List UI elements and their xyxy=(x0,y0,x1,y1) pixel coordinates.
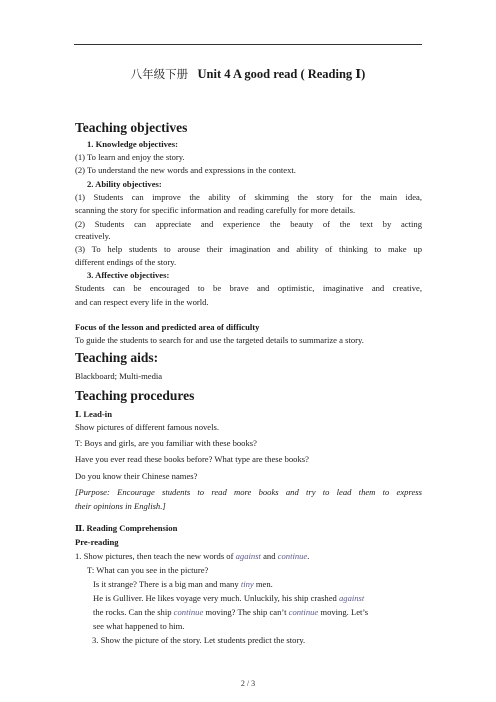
word-against: against xyxy=(235,551,261,561)
pre-reading-heading: Pre-reading xyxy=(75,537,119,547)
title-chinese: 八年级下册 xyxy=(130,67,189,81)
gulliver-line-1 xyxy=(93,592,422,604)
gulliver-2-text-c: moving. Let’s xyxy=(318,607,369,617)
word-against-2: against xyxy=(338,593,365,603)
leadin-title: Ⅰ. Lead-in xyxy=(75,409,112,419)
step-1-text-c: . xyxy=(307,551,310,561)
question-text-a: Is it strange? There is a big man and many xyxy=(93,579,241,589)
gulliver-line-3: see what happened to him. xyxy=(93,621,185,631)
gulliver-line-2 xyxy=(93,606,422,618)
page-number: 2 / 3 xyxy=(240,679,256,688)
page-title xyxy=(74,66,422,82)
affective-1b: and can respect every life in the world. xyxy=(75,297,209,307)
affective-1a: Students can be encouraged to be brave and optimistic, imaginative and creative, xyxy=(75,283,422,293)
word-continue-3: continue xyxy=(288,607,319,617)
header-rule xyxy=(74,44,422,45)
leadin-line-2: T: Boys and girls, are you familiar with these books? xyxy=(75,438,257,448)
affective-title: 3. Affective objectives: xyxy=(87,270,170,280)
step-1-text-a: 1. Show pictures, then teach the new words of xyxy=(75,551,236,561)
ability-2b: creatively. xyxy=(75,231,111,241)
gulliver-2-text-b: moving? The ship can’t xyxy=(203,607,289,617)
focus-heading: Focus of the lesson and predicted area of difficulty xyxy=(75,322,260,332)
aids-text: Blackboard; Multi-media xyxy=(75,371,163,381)
gulliver-1-text: He is Gulliver. He likes voyage very much. Unluckily, his ship crashed xyxy=(93,593,339,603)
step-3: 3. Show the picture of the story. Let students predict the story. xyxy=(92,635,306,645)
ability-title: 2. Ability objectives: xyxy=(87,179,162,189)
ability-1a: (1) Students can improve the ability of skimming the story for the main idea, xyxy=(75,192,422,202)
procedures-heading: Teaching procedures xyxy=(75,388,195,403)
title-english: Unit 4 A good read ( Reading Ⅰ) xyxy=(197,67,366,81)
reading-title: Ⅱ. Reading Comprehension xyxy=(75,523,178,533)
leadin-line-1: Show pictures of different famous novels. xyxy=(75,422,219,432)
objectives-heading: Teaching objectives xyxy=(75,120,188,135)
teacher-line: T: What can you see in the picture? xyxy=(87,565,209,575)
word-continue: continue xyxy=(277,551,308,561)
knowledge-2: (2) To understand the new words and expressions in the context. xyxy=(75,165,296,175)
purpose-b: their opinions in English.] xyxy=(75,501,166,511)
question-line xyxy=(93,578,422,590)
ability-3b: different endings of the story. xyxy=(75,257,177,267)
leadin-line-3: Have you ever read these books before? What type are these books? xyxy=(75,454,309,464)
word-continue-2: continue xyxy=(173,607,204,617)
aids-heading: Teaching aids: xyxy=(75,350,159,365)
ability-2a: (2) Students can appreciate and experience the beauty of the text by acting xyxy=(75,219,422,229)
word-tiny: tiny xyxy=(240,579,254,589)
ability-1b: scanning the story for specific information and reading carefully for more details. xyxy=(75,205,356,215)
gulliver-2-text-a: the rocks. Can the ship xyxy=(93,607,174,617)
knowledge-1: (1) To learn and enjoy the story. xyxy=(75,152,185,162)
focus-text: To guide the students to search for and use the targeted details to summarize a story. xyxy=(75,335,364,345)
step-1 xyxy=(75,550,422,562)
leadin-line-4: Do you know their Chinese names? xyxy=(75,471,198,481)
knowledge-title: 1. Knowledge objectives: xyxy=(87,139,178,149)
question-text-b: men. xyxy=(253,579,273,589)
purpose-a: [Purpose: Encourage students to read more books and try to lead them to express xyxy=(75,487,422,497)
ability-3a: (3) To help students to arouse their imagination and ability of thinking to make up xyxy=(75,244,422,254)
step-1-text-b: and xyxy=(260,551,278,561)
